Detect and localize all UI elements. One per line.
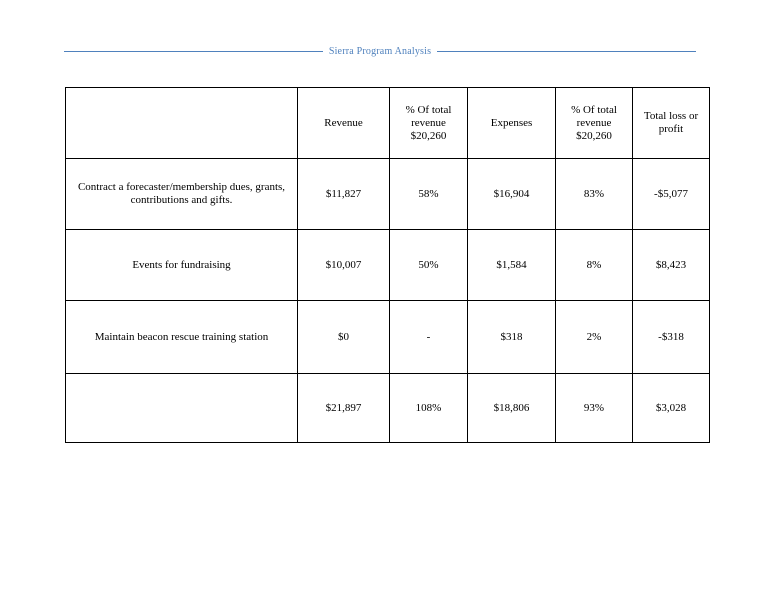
table-row	[66, 301, 710, 374]
page-header	[64, 44, 696, 58]
revenue-pct-cell: 58%	[390, 159, 468, 230]
header-cell-expenses: Expenses	[468, 88, 556, 159]
total-cell: -$318	[633, 301, 710, 374]
header-cell-expenses-pct: % Of total revenue $20,260	[556, 88, 633, 159]
total-cell: $8,423	[633, 230, 710, 301]
header-rule-right	[437, 51, 696, 52]
totals-row	[66, 374, 710, 443]
header-cell-revenue: Revenue	[298, 88, 390, 159]
total-cell: -$5,077	[633, 159, 710, 230]
revenue-cell: $21,897	[298, 374, 390, 443]
expenses-pct-cell: 8%	[556, 230, 633, 301]
revenue-cell: $11,827	[298, 159, 390, 230]
total-cell: $3,028	[633, 374, 710, 443]
expenses-pct-cell: 2%	[556, 301, 633, 374]
header-cell-revenue-pct: % Of total revenue $20,260	[390, 88, 468, 159]
program-analysis-table	[65, 87, 710, 443]
row-label: Events for fundraising	[66, 230, 298, 301]
table-header-row	[66, 88, 710, 159]
header-cell-blank	[66, 88, 298, 159]
row-label: Contract a forecaster/membership dues, grants, contributions and gifts.	[66, 159, 298, 230]
header-rule-left	[64, 51, 323, 52]
revenue-pct-cell: 50%	[390, 230, 468, 301]
header-cell-total: Total loss or profit	[633, 88, 710, 159]
expenses-pct-cell: 93%	[556, 374, 633, 443]
expenses-pct-cell: 83%	[556, 159, 633, 230]
table-row	[66, 230, 710, 301]
revenue-cell: $0	[298, 301, 390, 374]
document-title: Sierra Program Analysis	[328, 45, 432, 57]
revenue-pct-cell: -	[390, 301, 468, 374]
revenue-cell: $10,007	[298, 230, 390, 301]
expenses-cell: $16,904	[468, 159, 556, 230]
table-row	[66, 159, 710, 230]
expenses-cell: $318	[468, 301, 556, 374]
row-label	[66, 374, 298, 443]
expenses-cell: $18,806	[468, 374, 556, 443]
row-label: Maintain beacon rescue training station	[66, 301, 298, 374]
expenses-cell: $1,584	[468, 230, 556, 301]
revenue-pct-cell: 108%	[390, 374, 468, 443]
